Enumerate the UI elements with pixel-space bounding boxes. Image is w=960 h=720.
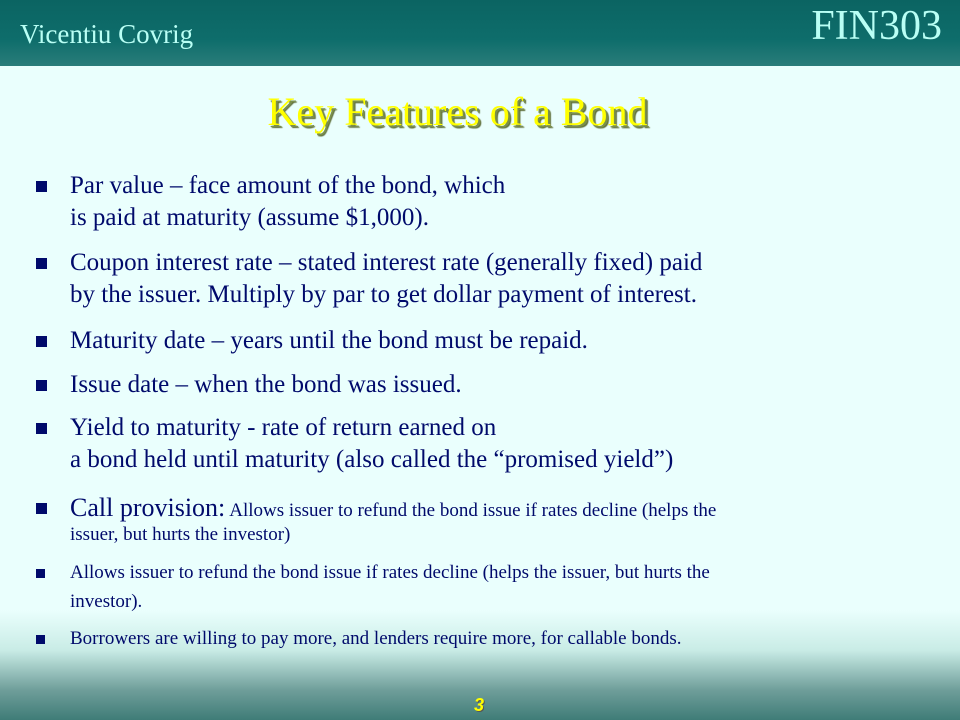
bullet-text-line: Issue date – when the bond was issued. <box>70 371 462 398</box>
bullet-square-icon <box>36 181 47 192</box>
bullet-square-icon <box>36 569 45 578</box>
bullet-text-line: issuer, but hurts the investor) <box>70 524 291 545</box>
bullet-text-line: Par value – face amount of the bond, which <box>70 172 506 199</box>
call-provision-heading: Call provision: <box>70 493 226 522</box>
bullet-square-icon <box>36 336 47 347</box>
author-name: Vicentiu Covrig <box>20 19 194 49</box>
course-code: FIN303 <box>811 3 942 49</box>
bullet-text-line: Borrowers are willing to pay more, and lenders require more, for callable bonds. <box>70 628 682 649</box>
bullet-text-line: Coupon interest rate – stated interest rate (generally fixed) paid <box>70 249 703 276</box>
bullet-text-line: Maturity date – years until the bond must be repaid. <box>70 327 588 354</box>
slide-title: Key Features of a Bond <box>267 89 648 134</box>
bullet-square-icon <box>36 503 47 514</box>
call-provision-text: Allows issuer to refund the bond issue if rates decline (helps the <box>229 500 717 521</box>
header-bar <box>0 0 960 66</box>
bullet-text-line: investor). <box>70 591 143 612</box>
bullet-text-line: Allows issuer to refund the bond issue if rates decline (helps the issuer, but hurts the <box>70 562 710 583</box>
bullet-text-line: Yield to maturity - rate of return earned on <box>70 414 497 441</box>
bullet-square-icon <box>36 258 47 269</box>
bullet-text-line: by the issuer. Multiply by par to get dollar payment of interest. <box>70 281 697 308</box>
bullet-text-line: is paid at maturity (assume $1,000). <box>70 204 429 231</box>
bullet-square-icon <box>36 380 47 391</box>
page-number: 3 <box>474 695 485 715</box>
bullet-square-icon <box>36 423 47 434</box>
bullet-square-icon <box>36 635 45 644</box>
bullet-text-line: a bond held until maturity (also called the “promised yield”) <box>70 446 674 473</box>
